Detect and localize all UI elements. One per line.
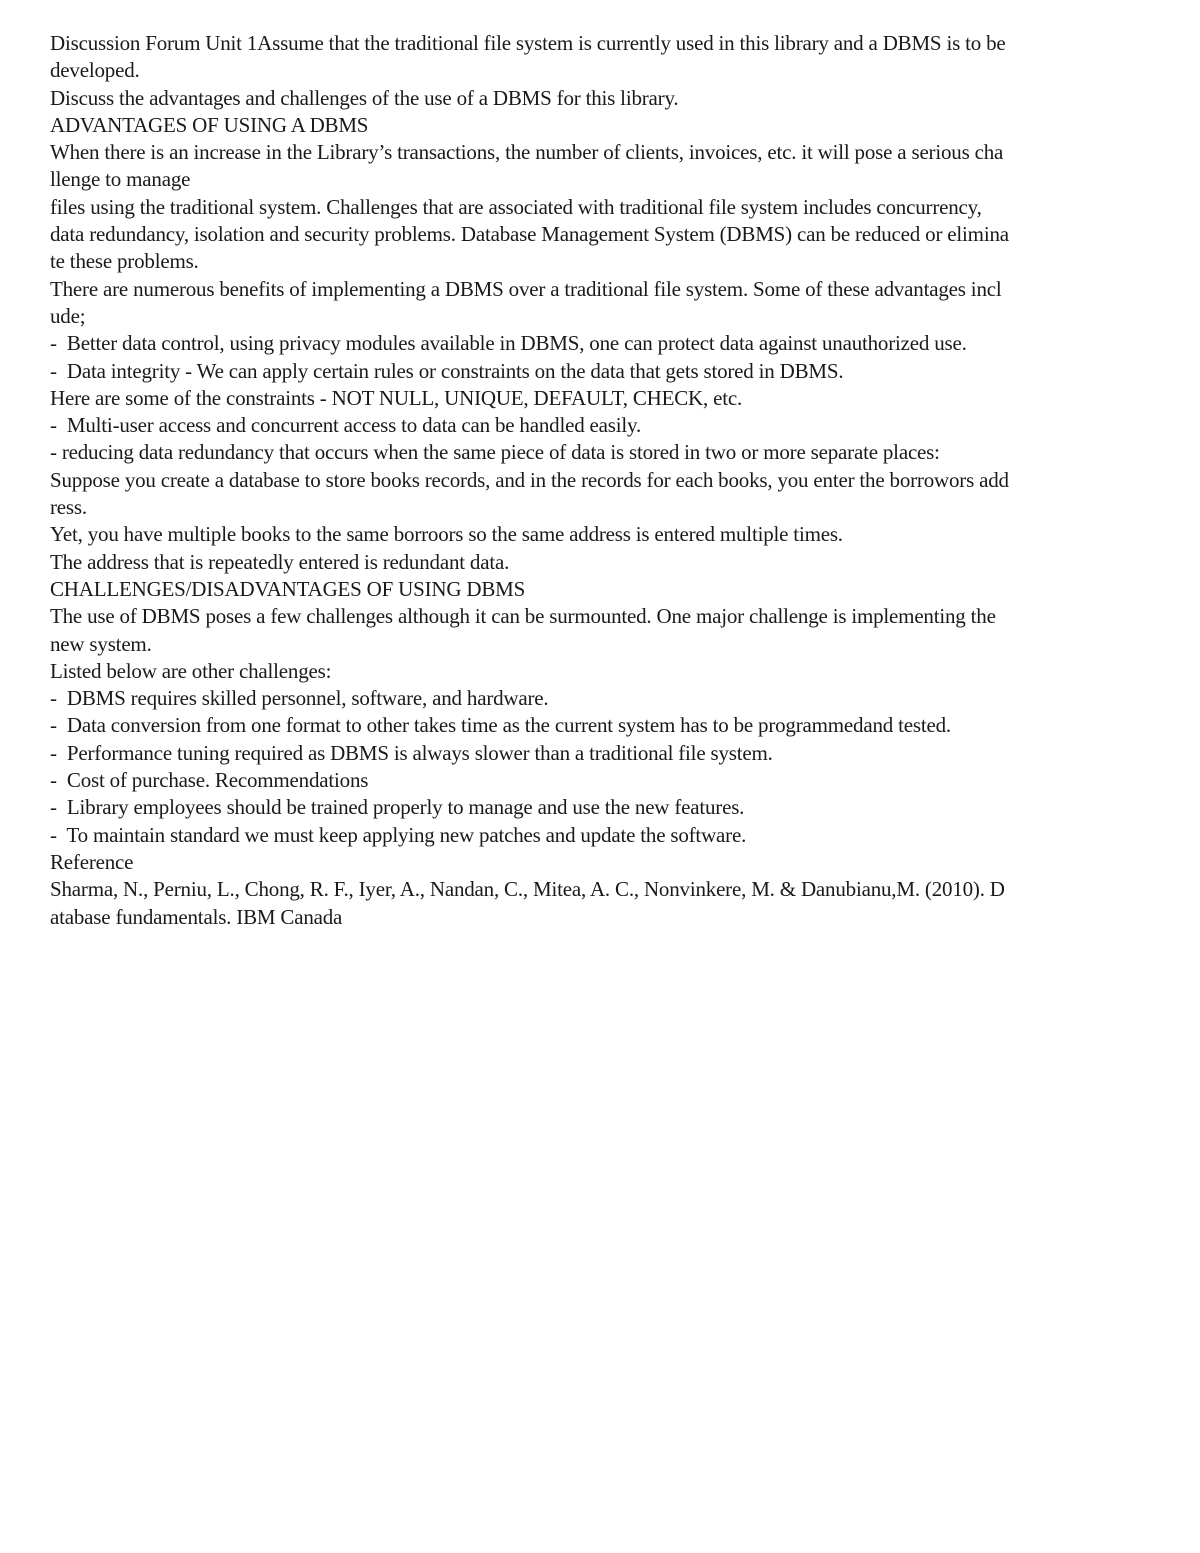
text-line: data redundancy, isolation and security problems. Database Management System (DBMS) can be reduced or elimina	[50, 222, 1009, 247]
list-item: - To maintain standard we must keep applying new patches and update the software.	[50, 822, 747, 847]
text-line: The use of DBMS poses a few challenges although it can be surmounted. One major challenge is implementing the	[50, 604, 996, 629]
text-line: developed.	[50, 58, 140, 83]
text-line: ude;	[50, 303, 86, 328]
list-item: - Multi-user access and concurrent access to data can be handled easily.	[50, 413, 642, 438]
list-item: - Data integrity - We can apply certain rules or constraints on the data that gets stored in DBMS.	[50, 358, 844, 383]
text-line: llenge to manage	[50, 167, 191, 192]
text-line: Yet, you have multiple books to the same borroors so the same address is entered multiple times.	[50, 522, 843, 547]
text-line: Listed below are other challenges:	[50, 658, 332, 683]
document-page	[50, 30, 1155, 931]
section-heading-challenges: CHALLENGES/DISADVANTAGES OF USING DBMS	[50, 576, 526, 601]
text-line: When there is an increase in the Library’s transactions, the number of clients, invoices, etc. it will pose a serious cha	[50, 140, 1004, 165]
list-item: - Performance tuning required as DBMS is always slower than a traditional file system.	[50, 740, 773, 765]
list-item: - reducing data redundancy that occurs when the same piece of data is stored in two or more separate places:	[50, 440, 940, 465]
reference-heading: Reference	[50, 849, 134, 874]
text-line: Discuss the advantages and challenges of the use of a DBMS for this library.	[50, 85, 679, 110]
text-line: files using the traditional system. Challenges that are associated with traditional file system includes concurrency,	[50, 194, 982, 219]
reference-entry: Sharma, N., Perniu, L., Chong, R. F., Iyer, A., Nandan, C., Mitea, A. C., Nonvinkere, M. & Danubianu,M. (2010). D	[50, 877, 1005, 902]
list-item: - Library employees should be trained properly to manage and use the new features.	[50, 795, 745, 820]
text-line: new system.	[50, 631, 152, 656]
section-heading-advantages: ADVANTAGES OF USING A DBMS	[50, 112, 369, 137]
text-line: te these problems.	[50, 249, 199, 274]
text-line: Discussion Forum Unit 1Assume that the traditional file system is currently used in this library and a DBMS is to be	[50, 31, 1006, 55]
text-line: ress.	[50, 495, 87, 520]
text-line: Suppose you create a database to store books records, and in the records for each books, you enter the borrowors add	[50, 467, 1009, 492]
reference-entry: atabase fundamentals. IBM Canada	[50, 904, 343, 929]
text-line: Here are some of the constraints - NOT NULL, UNIQUE, DEFAULT, CHECK, etc.	[50, 385, 743, 410]
list-item: - Data conversion from one format to other takes time as the current system has to be programmedand tested.	[50, 713, 951, 738]
text-line: There are numerous benefits of implementing a DBMS over a traditional file system. Some of these advantages incl	[50, 276, 1002, 301]
list-item: - DBMS requires skilled personnel, software, and hardware.	[50, 686, 549, 711]
list-item: - Cost of purchase. Recommendations	[50, 768, 369, 793]
list-item: - Better data control, using privacy modules available in DBMS, one can protect data against unauthorized use.	[50, 331, 967, 356]
text-line: The address that is repeatedly entered is redundant data.	[50, 549, 510, 574]
